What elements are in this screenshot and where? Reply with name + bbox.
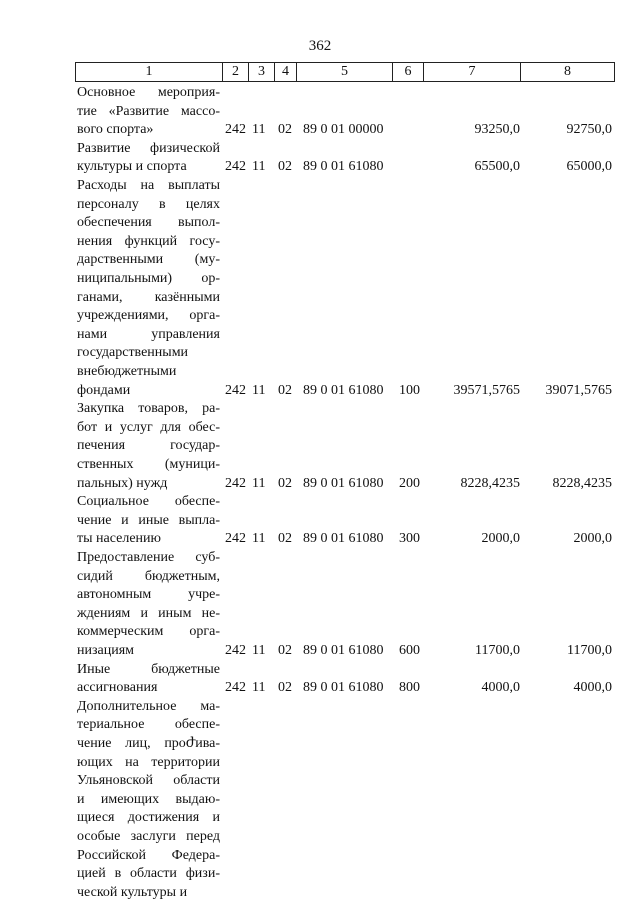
row-cell-c5: 89 0 01 61080 bbox=[303, 382, 384, 398]
row-cell-c4: 02 bbox=[278, 643, 292, 658]
row-name-line: нения функций госу- bbox=[77, 233, 220, 249]
row-name-line: ты населению bbox=[77, 531, 161, 547]
row-name-cell bbox=[77, 493, 220, 549]
row-cell-c2: 242 bbox=[225, 643, 246, 658]
row-cell-c6: 200 bbox=[399, 475, 420, 491]
row-cell-c4: 02 bbox=[278, 159, 292, 175]
row-cell-c3: 11 bbox=[252, 680, 266, 696]
row-cell-c6: 600 bbox=[399, 643, 420, 658]
column-header-2: 2 bbox=[223, 63, 249, 82]
row-cell-c7: 8228,4235 bbox=[460, 475, 520, 491]
row-name-cell bbox=[77, 177, 220, 400]
row-name-line: внебюджетными bbox=[77, 363, 177, 379]
row-name-line: цией в области физи- bbox=[77, 866, 220, 882]
row-name-line: коммерческим орга- bbox=[77, 624, 220, 640]
row-name-line: печения государ- bbox=[77, 438, 220, 454]
row-name-line: ющих на территории bbox=[77, 754, 220, 770]
row-cell-c7: 93250,0 bbox=[474, 122, 520, 138]
row-name-line: сидий бюджетным, bbox=[77, 568, 220, 584]
row-cell-c2: 242 bbox=[225, 680, 246, 696]
row-name-cell bbox=[77, 661, 220, 698]
row-name-line: персоналу в целях bbox=[77, 196, 220, 212]
row-cell-c8: 65000,0 bbox=[566, 159, 612, 175]
row-cell-c3: 11 bbox=[252, 475, 266, 491]
row-cell-c3: 11 bbox=[252, 382, 266, 398]
row-cell-c3: 11 bbox=[252, 159, 266, 175]
column-header-1: 1 bbox=[76, 63, 223, 82]
row-name-line: учреждениями, орга- bbox=[77, 308, 220, 324]
row-name-line: Ульяновской области bbox=[77, 773, 220, 789]
row-cell-c5: 89 0 01 00000 bbox=[303, 122, 384, 138]
row-name-line: Расходы на выплаты bbox=[77, 178, 220, 193]
row-name-line: ждениям и иным не- bbox=[77, 605, 220, 621]
row-name-line: культуры и спорта bbox=[77, 159, 187, 175]
row-name-line: тие «Развитие массо- bbox=[77, 103, 220, 119]
row-name-line: Российской Федера- bbox=[77, 847, 220, 863]
row-cell-c6: 100 bbox=[399, 382, 420, 398]
row-name-cell bbox=[77, 84, 220, 140]
row-cell-c4: 02 bbox=[278, 382, 292, 398]
row-cell-c3: 11 bbox=[252, 122, 266, 138]
row-name-line: териальное обеспе- bbox=[77, 717, 220, 733]
row-cell-c5: 89 0 01 61080 bbox=[303, 475, 384, 491]
row-name-cell bbox=[77, 140, 220, 177]
column-header-7: 7 bbox=[424, 63, 521, 82]
row-cell-c7: 11700,0 bbox=[475, 643, 520, 658]
row-name-cell bbox=[77, 400, 220, 493]
row-name-line: Развитие физической bbox=[77, 140, 220, 156]
row-name-line: ственных (муници- bbox=[77, 456, 220, 472]
row-name-line: чение лиц, проժива- bbox=[77, 735, 220, 751]
row-name-line: бот и услуг для обес- bbox=[77, 419, 220, 435]
row-name-line: автономным учре- bbox=[77, 587, 220, 603]
row-cell-c7: 39571,5765 bbox=[453, 382, 520, 398]
row-cell-c3: 11 bbox=[252, 643, 266, 658]
row-cell-c2: 242 bbox=[225, 475, 246, 491]
row-name-line: Закупка товаров, ра- bbox=[77, 401, 220, 417]
row-name-line: особые заслуги перед bbox=[77, 828, 220, 844]
row-cell-c3: 11 bbox=[252, 531, 266, 547]
row-name-line: ганами, казёнными bbox=[77, 289, 220, 305]
row-cell-c8: 11700,0 bbox=[567, 643, 612, 658]
row-name-line: ниципальными) ор- bbox=[77, 270, 220, 286]
row-cell-c2: 242 bbox=[225, 531, 246, 547]
row-name-line: Дополнительное ма- bbox=[77, 698, 220, 714]
row-cell-c4: 02 bbox=[278, 122, 292, 138]
column-header-6: 6 bbox=[393, 63, 424, 82]
row-name-line: Иные бюджетные bbox=[77, 661, 220, 677]
row-cell-c6: 800 bbox=[399, 680, 420, 696]
row-cell-c4: 02 bbox=[278, 531, 292, 547]
page-number: 362 bbox=[308, 38, 332, 54]
row-name-line: пальных) нужд bbox=[77, 475, 168, 491]
row-cell-c7: 2000,0 bbox=[481, 531, 520, 547]
row-cell-c5: 89 0 01 61080 bbox=[303, 159, 384, 175]
row-cell-c2: 242 bbox=[225, 382, 246, 398]
row-name-line: вого спорта» bbox=[77, 122, 154, 138]
row-cell-c4: 02 bbox=[278, 475, 292, 491]
row-name-line: щиеся достижения и bbox=[77, 810, 220, 826]
row-name-line: ческой культуры и bbox=[77, 884, 188, 900]
row-name-line: фондами bbox=[77, 382, 131, 398]
row-cell-c6: 300 bbox=[399, 531, 420, 547]
row-cell-c5: 89 0 01 61080 bbox=[303, 531, 384, 547]
row-cell-c8: 92750,0 bbox=[566, 122, 612, 138]
row-cell-c2: 242 bbox=[225, 159, 246, 175]
row-cell-c8: 4000,0 bbox=[573, 680, 612, 696]
row-name-line: чение и иные выпла- bbox=[77, 512, 220, 528]
row-cell-c7: 4000,0 bbox=[481, 680, 520, 696]
row-name-line: Предоставление суб- bbox=[77, 550, 220, 565]
row-cell-c5: 89 0 01 61080 bbox=[303, 680, 384, 696]
row-name-cell bbox=[77, 698, 220, 903]
column-header-3: 3 bbox=[249, 63, 275, 82]
row-name-cell bbox=[77, 549, 220, 661]
row-name-line: и имеющих выдаю- bbox=[77, 791, 220, 807]
column-header-4: 4 bbox=[275, 63, 297, 82]
row-name-line: государственными bbox=[77, 345, 189, 361]
row-name-line: низациям bbox=[77, 642, 135, 658]
row-name-line: нами управления bbox=[77, 326, 220, 342]
row-cell-c7: 65500,0 bbox=[474, 159, 520, 175]
row-cell-c4: 02 bbox=[278, 680, 292, 696]
column-header-5: 5 bbox=[297, 63, 393, 82]
column-header-row bbox=[76, 63, 615, 82]
column-header-8: 8 bbox=[521, 63, 615, 82]
column-header-table bbox=[75, 62, 615, 82]
row-cell-c2: 242 bbox=[225, 122, 246, 138]
row-cell-c5: 89 0 01 61080 bbox=[303, 643, 384, 658]
row-name-line: обеспечения выпол- bbox=[77, 215, 220, 231]
row-cell-c8: 39071,5765 bbox=[545, 382, 612, 398]
row-name-line: ассигнования bbox=[77, 680, 158, 696]
row-cell-c8: 2000,0 bbox=[573, 531, 612, 547]
row-name-line: Социальное обеспе- bbox=[77, 494, 220, 510]
row-cell-c8: 8228,4235 bbox=[552, 475, 612, 491]
row-name-line: Основное мероприя- bbox=[77, 85, 220, 100]
row-name-line: дарственными (му- bbox=[77, 252, 220, 268]
